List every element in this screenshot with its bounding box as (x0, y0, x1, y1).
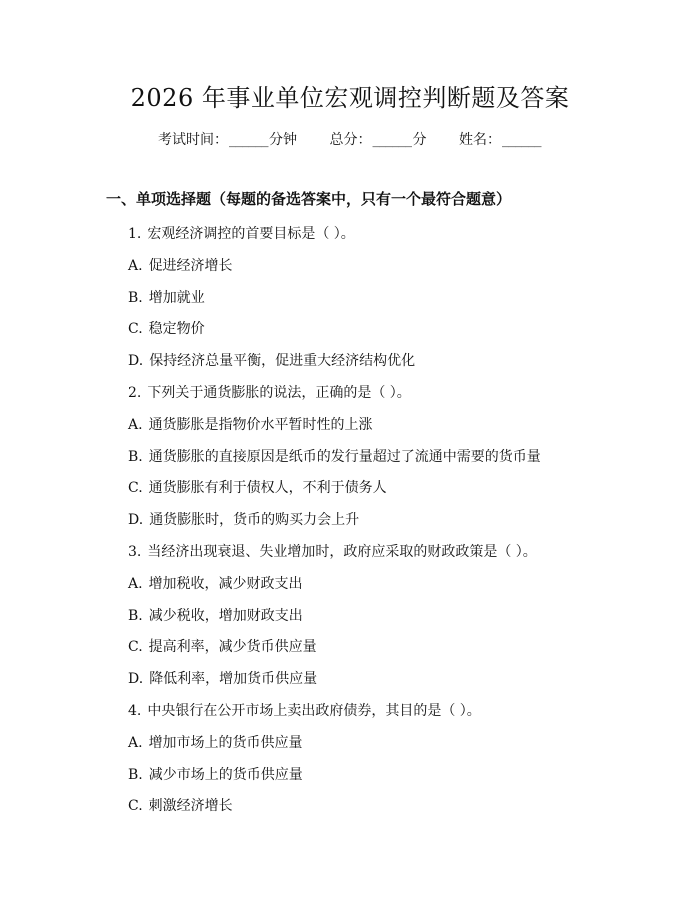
name-label: 姓名： (458, 132, 501, 148)
option-label: A. (128, 257, 143, 274)
option-label: B. (128, 607, 143, 624)
answer-option (128, 255, 640, 287)
question-stem (128, 541, 640, 573)
option-text: 通货膨胀时，货币的购买力会上升 (149, 512, 360, 529)
answer-option (128, 668, 640, 700)
option-text: 提高利率，减少货币供应量 (148, 639, 317, 656)
question-text: 当经济出现衰退、失业增加时，政府应采取的财政政策是（ ）。 (147, 543, 537, 560)
answer-option (128, 573, 640, 605)
option-label: D. (128, 353, 144, 370)
name-blank: ______ (501, 132, 541, 148)
question-stem (128, 382, 640, 414)
total-score-blank: ______ (372, 132, 412, 148)
option-label: A. (128, 734, 143, 751)
answer-option (128, 636, 640, 668)
exam-time-blank: ______ (229, 132, 269, 148)
option-text: 保持经济总量平衡，促进重大经济结构优化 (149, 353, 416, 370)
option-text: 增加市场上的货币供应量 (148, 734, 303, 751)
option-text: 减少税收，增加财政支出 (148, 607, 303, 624)
option-label: A. (128, 416, 143, 433)
option-text: 通货膨胀有利于债权人，不利于债务人 (148, 480, 387, 497)
option-text: 通货膨胀的直接原因是纸币的发行量超过了流通中需要的货币量 (148, 448, 541, 465)
option-text: 降低利率，增加货币供应量 (149, 671, 318, 688)
option-label: C. (128, 639, 143, 656)
answer-option (128, 446, 640, 478)
answer-option (128, 414, 640, 446)
option-text: 减少市场上的货币供应量 (148, 766, 303, 783)
total-score-field (330, 130, 427, 150)
question-text: 下列关于通货膨胀的说法，正确的是（ ）。 (147, 384, 411, 401)
section-heading: 一、单项选择题（每题的备选答案中，只有一个最符合题意） (106, 190, 512, 208)
option-text: 刺激经济增长 (148, 798, 233, 815)
option-text: 稳定物价 (148, 321, 205, 338)
total-score-unit: 分 (412, 132, 427, 148)
answer-option (128, 350, 640, 382)
answer-option (128, 509, 640, 541)
exam-meta-line (0, 130, 700, 150)
question-number: 1. (128, 226, 142, 242)
option-label: D. (128, 512, 144, 529)
exam-time-label: 考试时间： (158, 132, 229, 148)
option-label: C. (128, 321, 143, 338)
question-number: 4. (128, 702, 142, 719)
question-text: 宏观经济调控的首要目标是（ ）。 (147, 226, 355, 242)
option-text: 增加就业 (148, 289, 205, 306)
question-stem (128, 700, 640, 732)
answer-option (128, 605, 640, 637)
option-label: C. (128, 798, 143, 815)
name-field (459, 130, 542, 150)
option-label: D. (128, 671, 144, 688)
option-text: 通货膨胀是指物价水平暂时性的上涨 (148, 416, 373, 433)
question-text: 中央银行在公开市场上卖出政府债券，其目的是（ ）。 (147, 702, 481, 719)
option-label: B. (128, 448, 143, 465)
answer-option (128, 287, 640, 319)
exam-time-unit: 分钟 (269, 132, 298, 148)
question-number: 2. (128, 384, 142, 401)
option-text: 促进经济增长 (148, 257, 233, 274)
option-label: C. (128, 480, 143, 497)
answer-option (128, 477, 640, 509)
answer-option (128, 732, 640, 764)
option-text: 增加税收，减少财政支出 (148, 575, 303, 592)
answer-option (128, 795, 640, 827)
question-number: 3. (128, 543, 142, 560)
question-list (128, 223, 640, 827)
option-label: A. (128, 575, 143, 592)
exam-time-field (158, 130, 297, 150)
answer-option (128, 764, 640, 796)
page-title: 2026 年事业单位宏观调控判断题及答案 (130, 84, 570, 112)
total-score-label: 总分： (329, 132, 372, 148)
question-stem (128, 223, 640, 255)
option-label: B. (128, 289, 143, 306)
answer-option (128, 318, 640, 350)
option-label: B. (128, 766, 143, 783)
